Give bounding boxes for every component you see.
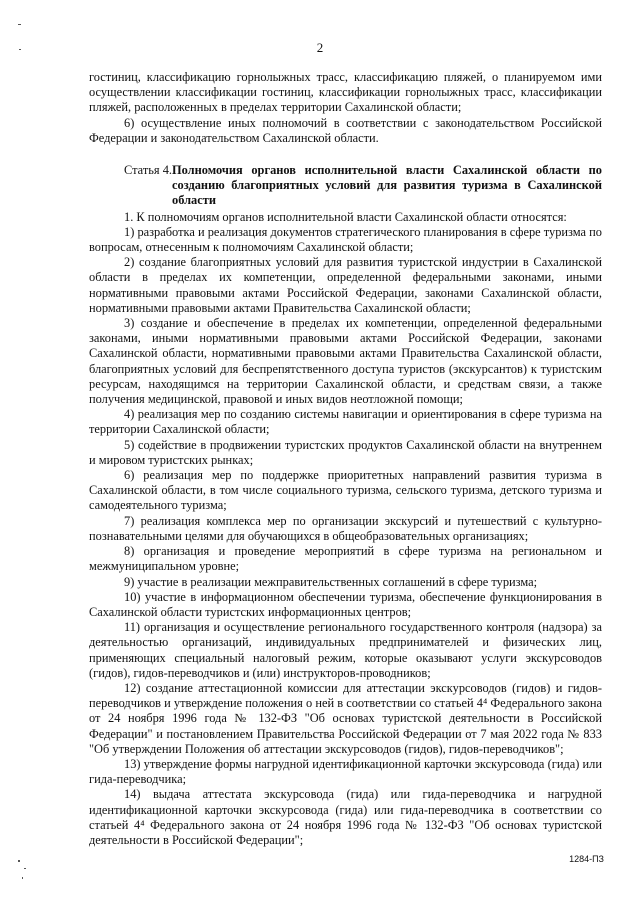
scan-speck [18, 860, 20, 862]
paragraph-item-10: 10) участие в информационном обеспечении туризма, обеспечение функционирования в Сахалинской области туристских информационных центров; [89, 589, 602, 619]
article-number: Статья 4. [124, 163, 173, 178]
scan-speck [22, 877, 23, 879]
document-code: 1284-ПЗ [569, 854, 604, 864]
paragraph-item-12: 12) создание аттестационной комиссии для аттестации экскурсоводов (гидов) и гидов-переводчиков и утверждение положения о ней в соответствии со статьей 4⁴ Федерального закона от 24 ноября 1996 года № 132-ФЗ "Об основах туристской деятельности в Российской Федерации" и постановлением Правительства Российской Федерации от 7 мая 2022 года № 833 "Об утверждении Положения об аттестации экскурсоводов (гидов), гидов-переводчиков"; [89, 680, 602, 756]
page-number: 2 [316, 40, 324, 55]
scan-speck [18, 24, 21, 25]
paragraph-item-4: 4) реализация мер по созданию системы навигации и ориентирования в сфере туризма на территории Сахалинской области; [89, 407, 602, 437]
paragraph-item-5: 5) содействие в продвижении туристских продуктов Сахалинской области на внутреннем и мировом туристских рынках; [89, 437, 602, 467]
document-body [89, 70, 602, 848]
paragraph-item-7: 7) реализация комплекса мер по организации экскурсий и путешествий с культурно-познавательными целями для обучающихся в общеобразовательных организациях; [89, 513, 602, 543]
paragraph-item-11: 11) организация и осуществление регионального государственного контроля (надзора) за деятельностью организаций, индивидуальных предпринимателей и физических лиц, применяющих специальный налоговый режим, которые оказывают услуги экскурсоводов (гидов), гидов-переводчиков и (или) инструкторов-проводников; [89, 620, 602, 680]
paragraph-item-3: 3) создание и обеспечение в пределах их компетенции, определенной федеральными законами, иными нормативными правовыми актами Российской Федерации, законами Сахалинской области, нормативными правовыми актами Правительства Сахалинской области, благоприятных условий для беспрепятственного доступа туристов (экскурсантов) к туристским ресурсам, находящимся на территории Сахалинской области, и средствам связи, а также получения медицинской, правовой и иных видов неотложной помощи; [89, 316, 602, 407]
paragraph-item-6: 6) осуществление иных полномочий в соответствии с законодательством Российской Федерации и законодательством Сахалинской области. [89, 115, 602, 145]
article-title: Полномочия органов исполнительной власти Сахалинской области по созданию благоприятных условий для развития туризма в Сахалинской области [172, 163, 602, 208]
paragraph-item-14: 14) выдача аттестата экскурсовода (гида) или гида-переводчика и нагрудной идентификационной карточки экскурсовода (гида) или гида-переводчика в соответствии со статьей 4⁴ Федерального закона от 24 ноября 1996 года № 132-ФЗ "Об основах туристской деятельности в Российской Федерации"; [89, 787, 602, 847]
article-heading [89, 163, 602, 209]
paragraph-item-1: 1) разработка и реализация документов стратегического планирования в сфере туризма по вопросам, отнесенным к полномочиям Сахалинской области; [89, 224, 602, 255]
paragraph-item-9: 9) участие в реализации межправительственных соглашений в сфере туризма; [124, 574, 538, 589]
paragraph-item-6b: 6) реализация мер по поддержке приоритетных направлений развития туризма в Сахалинской области, в том числе социального туризма, сельского туризма, детского туризма и самодеятельного туризма; [89, 468, 602, 513]
paragraph-item-2: 2) создание благоприятных условий для развития туристской индустрии в Сахалинской области в пределах их компетенции, определенной федеральными законами, иными нормативными правовыми актами Российской Федерации, законами Сахалинской области, нормативными правовыми актами Правительства Сахалинской области; [89, 255, 602, 315]
paragraph-item-13: 13) утверждение формы нагрудной идентификационной карточки экскурсовода (гида) или гида-переводчика; [89, 756, 602, 787]
paragraph-continuation: гостиниц, классификацию горнолыжных трасс, классификацию пляжей, о планируемом ими осуществлении классификации гостиниц, классификации горнолыжных трасс, классификации пляжей, расположенных в пределах территории Сахалинской области; [89, 70, 602, 115]
scan-speck [24, 868, 26, 869]
paragraph-part-1: 1. К полномочиям органов исполнительной власти Сахалинской области относятся: [124, 209, 567, 224]
paragraph-item-8: 8) организация и проведение мероприятий в сфере туризма на региональном и межмуниципальном уровне; [89, 544, 602, 574]
scan-speck [19, 49, 21, 50]
